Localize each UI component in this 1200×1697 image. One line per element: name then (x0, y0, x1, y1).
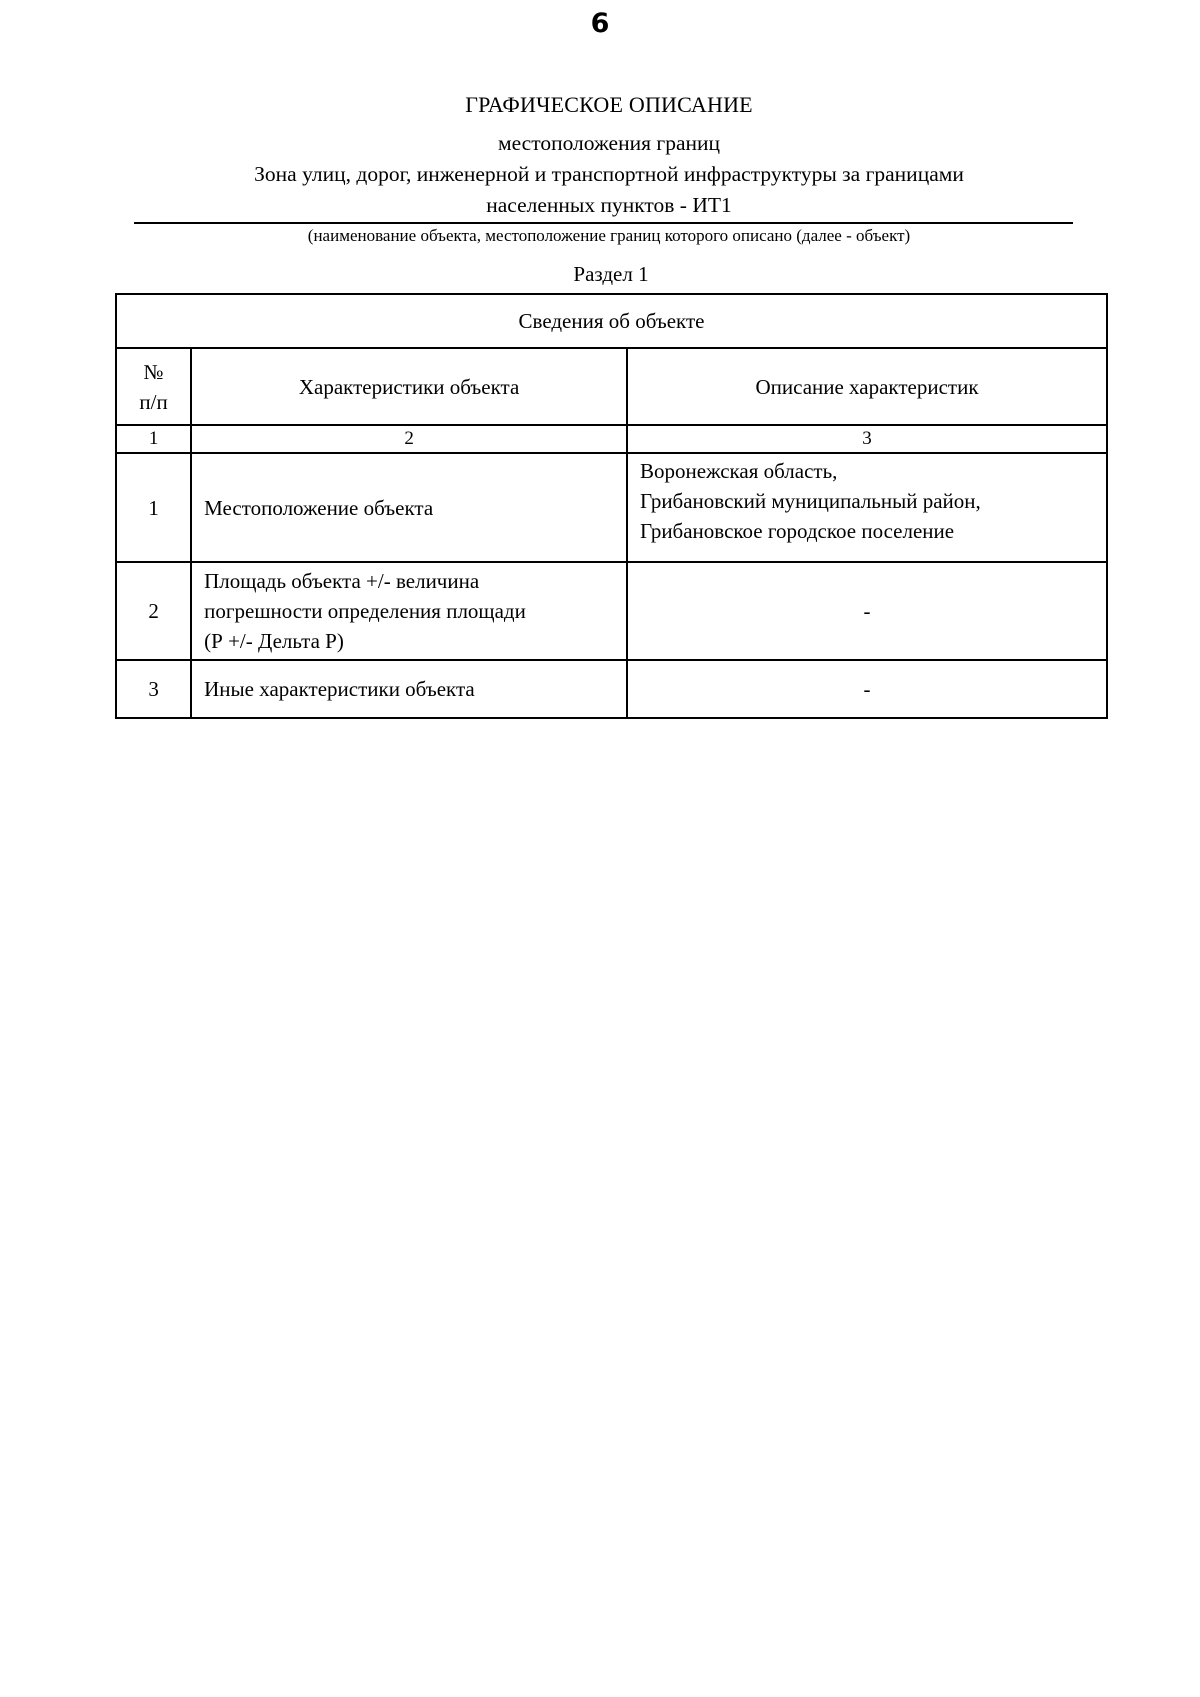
document-subtitle (0, 128, 1200, 221)
subtitle-line: населенных пунктов - ИТ1 (486, 193, 732, 217)
object-info-table (115, 293, 1108, 719)
column-number: 2 (191, 425, 627, 453)
table-row (116, 453, 1107, 562)
header-number-top: № (143, 359, 164, 384)
characteristic-line: Площадь объекта +/- величина (204, 569, 480, 593)
row-number: 2 (116, 562, 191, 660)
subtitle-line: местоположения границ (497, 131, 721, 155)
column-number: 3 (627, 425, 1107, 453)
row-description (627, 453, 1107, 562)
table-row (116, 660, 1107, 718)
row-description: - (627, 562, 1107, 660)
header-characteristics: Характеристики объекта (191, 348, 627, 425)
page-number: 6 (590, 8, 610, 39)
row-number: 1 (116, 453, 191, 562)
header-description: Описание характеристик (627, 348, 1107, 425)
document-title: ГРАФИЧЕСКОЕ ОПИСАНИЕ (465, 92, 753, 117)
header-number (116, 348, 191, 425)
object-caption: (наименование объекта, местоположение границ которого описано (далее - объект) (307, 226, 911, 245)
row-description: - (627, 660, 1107, 718)
header-number-bottom: п/п (139, 389, 168, 414)
row-characteristic (191, 562, 627, 660)
row-characteristic: Местоположение объекта (191, 453, 627, 562)
column-number: 1 (116, 425, 191, 453)
table-header-row (116, 348, 1107, 425)
column-number-row (116, 425, 1107, 453)
characteristic-line: погрешности определения площади (204, 599, 526, 623)
section-heading: Раздел 1 (573, 262, 649, 286)
table-title-row (116, 294, 1107, 348)
row-number: 3 (116, 660, 191, 718)
subtitle-line: Зона улиц, дорог, инженерной и транспортной инфраструктуры за границами (254, 162, 964, 186)
description-line: Грибановское городское поселение (640, 519, 955, 543)
description-line: Воронежская область, (640, 459, 838, 483)
underline-rule (134, 222, 1073, 224)
table-row (116, 562, 1107, 660)
description-line: Грибановский муниципальный район, (640, 489, 981, 513)
characteristic-line: (Р +/- Дельта Р) (204, 629, 344, 653)
row-characteristic: Иные характеристики объекта (191, 660, 627, 718)
table-title: Сведения об объекте (116, 294, 1107, 348)
